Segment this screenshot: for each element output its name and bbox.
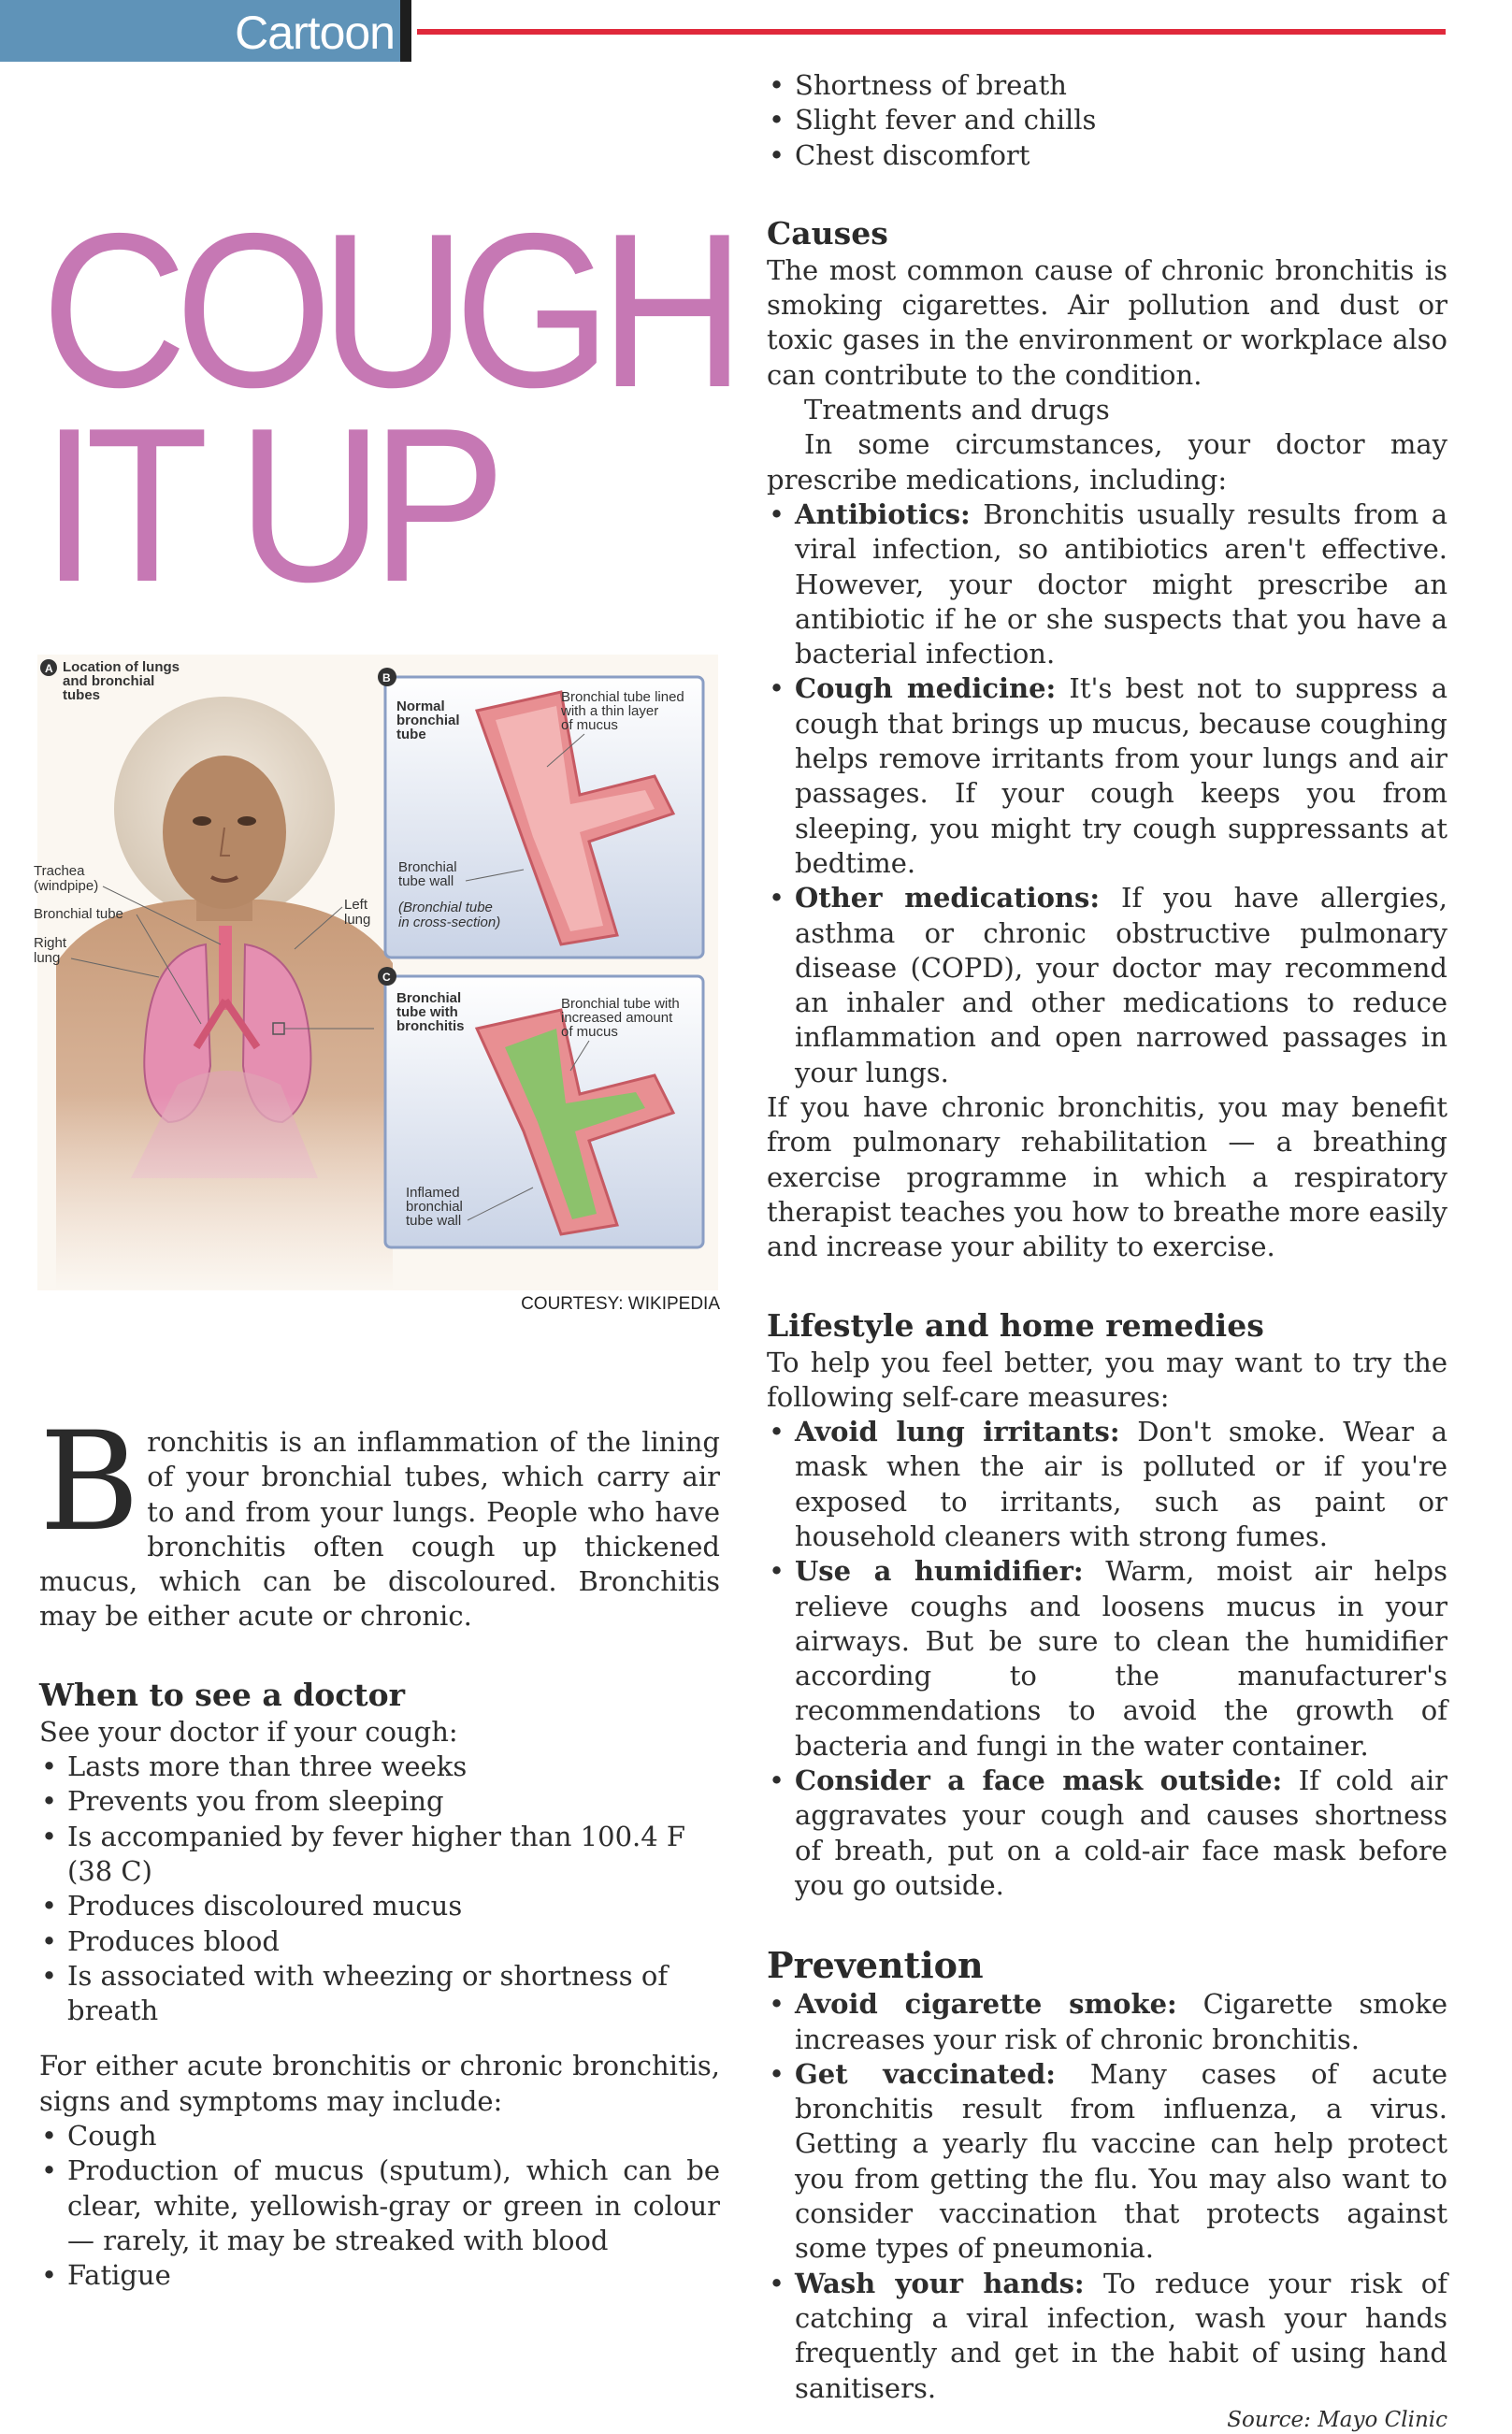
prevention-term: Wash your hands:: [795, 2267, 1085, 2299]
symptoms-list-continued: [767, 68, 1447, 173]
label-left-lung-2: lung: [344, 912, 371, 928]
label-lined-3: of mucus: [561, 717, 618, 733]
label-bronchitis-1: Bronchial: [396, 990, 462, 1006]
label-trachea-2: (windpipe): [34, 878, 99, 894]
doctor-item: • Is accompanied by fever higher than 100.4 F (38 C): [39, 1820, 720, 1890]
label-a-1: Location of lungs: [63, 659, 180, 675]
lifestyle-item: [767, 1554, 1447, 1764]
headline-line-1: COUGH: [41, 187, 734, 433]
lifestyle-term: Consider a face mask outside:: [795, 1764, 1283, 1797]
section-label: Cartoon: [235, 7, 395, 59]
intro-text: ronchitis is an inflammation of the lining of your bronchial tubes, which carry air to and from your lungs. People who have bronchitis often cough up thickened mucus, which can be discoloured. Bronchitis may be either acute or chronic.: [39, 1426, 720, 1633]
label-wall-1: Bronchial: [398, 859, 457, 875]
section-tab-edge: [400, 0, 411, 62]
label-lined-2: with a thin layer: [561, 703, 659, 719]
woman-figure: [37, 697, 411, 1290]
lifestyle-text: Don't smoke. Wear a mask when the air is polluted or if you're exposed to irritants, such as paint or household cleaners with strong fumes.: [795, 1416, 1447, 1552]
medication-term: Cough medicine:: [795, 672, 1057, 705]
rehab-text: If you have chronic bronchitis, you may benefit from pulmonary rehabilitation — a breathing exercise programme in which a respiratory therapist teaches you how to breathe more easily and increase your ability to exercise.: [767, 1091, 1447, 1263]
causes-text: The most common cause of chronic bronchitis is smoking cigarettes. Air pollution and dust or toxic gases in the environment or workplace also can contribute to the condition.: [767, 253, 1447, 391]
lifestyle-term: Use a humidifier:: [795, 1555, 1084, 1588]
intro-paragraph: [39, 1403, 720, 1635]
lifestyle-item: [767, 1764, 1447, 1903]
medication-term: Antibiotics:: [795, 497, 971, 530]
source-credit: Source: Mayo Clinic: [1227, 2407, 1447, 2432]
symptoms-lead: For either acute bronchitis or chronic bronchitis, signs and symptoms may include:: [39, 2050, 720, 2117]
label-right-lung-2: lung: [34, 950, 61, 966]
doctor-item: • Lasts more than three weeks: [39, 1750, 720, 1784]
medications-list: [767, 497, 1447, 1090]
marker-c-text: C: [382, 971, 391, 984]
doctor-item: • Prevents you from sleeping: [39, 1784, 720, 1819]
medication-item: [767, 497, 1447, 671]
lifestyle-item: [767, 1415, 1447, 1554]
prevention-term: Avoid cigarette smoke:: [795, 1988, 1177, 2021]
label-increased-1: Bronchial tube with: [561, 996, 680, 1012]
lifestyle-lead: To help you feel better, you may want to try the following self-care measures:: [767, 1346, 1447, 1413]
label-normal-1: Normal: [396, 699, 445, 714]
label-normal-3: tube: [396, 727, 426, 742]
marker-b-text: B: [382, 671, 391, 684]
label-right-lung-1: Right: [34, 935, 67, 951]
right-column: [767, 68, 1447, 2434]
prevention-item: [767, 2057, 1447, 2267]
label-left-lung-1: Left: [344, 897, 368, 913]
prevention-item: [767, 1987, 1447, 2057]
treatments-subheading: Treatments and drugs: [804, 394, 1110, 426]
label-normal-2: bronchial: [396, 713, 460, 728]
panel-b: [378, 668, 703, 958]
symptom-item: • Shortness of breath: [767, 68, 1447, 103]
label-inflamed-2: bronchial: [406, 1199, 463, 1215]
label-lined-1: Bronchial tube lined: [561, 689, 684, 705]
label-increased-3: of mucus: [561, 1024, 618, 1040]
lifestyle-term: Avoid lung irritants:: [795, 1416, 1120, 1448]
medication-text: It's best not to suppress a cough that brings up mucus, because coughing helps remove irritants from your lungs and air passages. If your cough keeps you from sleeping, you might try cough suppressants at bedtime.: [795, 672, 1448, 879]
label-cross-2: in cross-section): [398, 915, 501, 930]
medication-item: [767, 671, 1447, 881]
symptom-item: • Fatigue: [39, 2258, 720, 2293]
label-cross-1: (Bronchial tube: [398, 900, 493, 915]
symptoms-list: [39, 2119, 720, 2293]
doctor-item: • Produces blood: [39, 1924, 720, 1959]
lifestyle-list: [767, 1415, 1447, 1903]
heading-prevention: Prevention: [767, 1944, 984, 1987]
header-rule: [417, 29, 1446, 35]
symptom-item: • Chest discomfort: [767, 138, 1447, 173]
bronchitis-illustration: [34, 655, 718, 1290]
illustration-svg: [34, 655, 718, 1290]
heading-causes: Causes: [767, 214, 888, 252]
label-inflamed-1: Inflamed: [406, 1185, 460, 1201]
panel-c: [378, 967, 703, 1247]
label-trachea-1: Trachea: [34, 863, 85, 879]
label-increased-2: increased amount: [561, 1010, 673, 1026]
symptom-item: • Production of mucus (sputum), which can be clear, white, yellowish-gray or green in colour — rarely, it may be streaked with blood: [39, 2153, 720, 2258]
drop-cap: B: [39, 1403, 140, 1562]
label-bronchitis-2: tube with: [396, 1004, 458, 1020]
doctor-item: • Is associated with wheezing or shortness of breath: [39, 1959, 720, 2029]
prevention-list: [767, 1987, 1447, 2406]
marker-a-text: A: [45, 662, 53, 675]
treatments-lead: In some circumstances, your doctor may prescribe medications, including:: [767, 428, 1447, 496]
doctor-lead: See your doctor if your cough:: [39, 1715, 458, 1748]
symptom-item: • Slight fever and chills: [767, 103, 1447, 137]
doctor-item: • Produces discoloured mucus: [39, 1889, 720, 1923]
label-bronchial-tube: Bronchial tube: [34, 906, 123, 922]
prevention-term: Get vaccinated:: [795, 2057, 1056, 2090]
medication-text: If you have allergies, asthma or chronic obstructive pulmonary disease (COPD), your doctor may recommend an inhaler and other medications to reduce inflammation and open narrowed passages in your lungs.: [795, 882, 1447, 1088]
label-wall-2: tube wall: [398, 873, 454, 889]
image-credit: COURTESY: WIKIPEDIA: [521, 1294, 720, 1314]
label-inflamed-3: tube wall: [406, 1213, 462, 1229]
prevention-text: Many cases of acute bronchitis result from influenza, a virus. Getting a yearly flu vaccine can help protect you from getting the flu. You may also want to consider vaccination that protects against some types of pneumonia.: [795, 2057, 1448, 2265]
left-column: [39, 1403, 720, 2294]
prevention-text: To reduce your risk of catching a viral infection, wash your hands frequently and get in the habit of using hand sanitisers.: [795, 2267, 1447, 2404]
label-a-2: and bronchial: [63, 673, 155, 689]
medication-item: [767, 881, 1447, 1090]
prevention-text: Cigarette smoke increases your risk of chronic bronchitis.: [795, 1988, 1447, 2055]
symptom-item: • Cough: [39, 2119, 720, 2153]
heading-lifestyle: Lifestyle and home remedies: [767, 1306, 1264, 1344]
headline: [41, 187, 734, 627]
medication-term: Other medications:: [795, 882, 1101, 915]
section-tab: [0, 0, 411, 62]
lifestyle-text: Warm, moist air helps relieve coughs and loosens mucus in your airways. But be sure to clean the humidifier according to the manufacturer's recommendations to avoid the growth of bacteria and fungi in the water container.: [795, 1555, 1447, 1762]
label-a-3: tubes: [63, 687, 101, 703]
heading-doctor: When to see a doctor: [39, 1676, 406, 1713]
label-bronchitis-3: bronchitis: [396, 1018, 465, 1034]
headline-line-2: IT UP: [41, 382, 495, 627]
medication-text: Bronchitis usually results from a viral infection, so antibiotics aren't effective. However, your doctor might prescribe an antibiotic if he or she suspects that you have a bacterial infection.: [795, 497, 1447, 670]
prevention-item: [767, 2267, 1447, 2406]
doctor-list: [39, 1750, 720, 2028]
lifestyle-text: If cold air aggravates your cough and causes shortness of breath, put on a cold-air face mask before you go outside.: [795, 1764, 1448, 1901]
